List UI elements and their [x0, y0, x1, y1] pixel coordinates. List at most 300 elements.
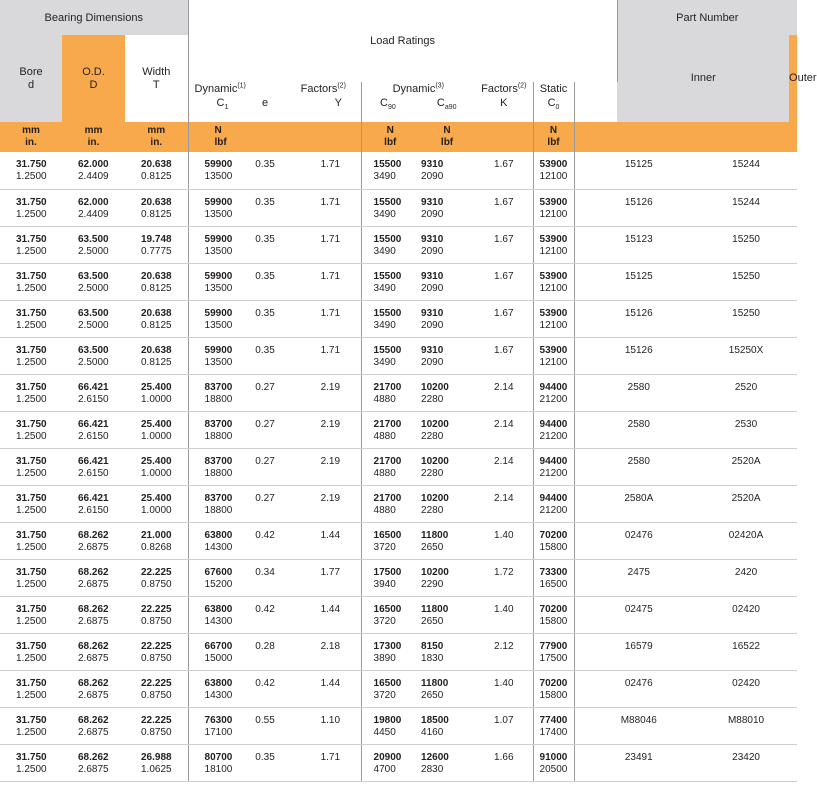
- table-row: [0, 707, 797, 744]
- c1-cell-primary: 80700: [204, 751, 233, 763]
- c0-cell-secondary: 15800: [539, 541, 568, 553]
- e-cell: 0.35: [244, 263, 286, 300]
- e-cell: 0.27: [244, 448, 286, 485]
- ca90-cell-secondary: 2090: [421, 356, 444, 368]
- c90-cell: [361, 596, 419, 633]
- c1-cell: [188, 744, 244, 781]
- unit-mm: mm: [22, 125, 40, 136]
- k-cell: 1.67: [475, 300, 533, 337]
- width-cell-primary: 20.638: [141, 196, 172, 208]
- ca90-cell-secondary: 2290: [421, 578, 444, 590]
- ca90-cell-secondary: 2090: [421, 171, 444, 182]
- c1-cell: [188, 374, 244, 411]
- unit-in: in.: [150, 137, 163, 148]
- dynamic-c1-header: [188, 82, 244, 122]
- ca90-cell: [419, 707, 475, 744]
- ca90-cell: [419, 263, 475, 300]
- e-cell: 0.27: [244, 411, 286, 448]
- c0-cell-secondary: 15800: [539, 615, 568, 627]
- k-cell: 2.14: [475, 411, 533, 448]
- c0-cell-secondary: 12100: [539, 356, 568, 368]
- inner-part-cell: 02476: [574, 670, 703, 707]
- spacer-cell: [344, 596, 361, 633]
- e-cell: 0.34: [244, 559, 286, 596]
- width-cell-secondary: 0.8750: [141, 615, 172, 627]
- e-cell: 0.35: [244, 744, 286, 781]
- edge-cell: [789, 152, 797, 189]
- table-row: [0, 522, 797, 559]
- ca90-cell: [419, 189, 475, 226]
- bore-cell: [0, 448, 62, 485]
- unit-n: N: [386, 125, 394, 136]
- bore-cell-primary: 31.750: [16, 233, 47, 245]
- ca90-cell-secondary: 2650: [421, 615, 444, 627]
- c1-cell-secondary: 14300: [204, 615, 233, 627]
- c1-cell-primary: 59900: [204, 159, 233, 170]
- y-cell: 1.71: [286, 263, 344, 300]
- inner-part-cell: 15126: [574, 189, 703, 226]
- outer-part-cell: 02420: [703, 596, 789, 633]
- y-cell: 1.71: [286, 744, 344, 781]
- c90-cell-secondary: 3890: [373, 652, 396, 664]
- bore-cell-primary: 31.750: [16, 455, 47, 467]
- ca90-cell-secondary: 2650: [421, 689, 444, 701]
- bore-cell: [0, 596, 62, 633]
- part-number-header: Part Number: [617, 0, 797, 35]
- od-cell: [62, 485, 125, 522]
- width-cell: [125, 448, 188, 485]
- k-cell: 1.07: [475, 707, 533, 744]
- width-cell: [125, 374, 188, 411]
- c1-cell-primary: 59900: [204, 307, 233, 319]
- c0-cell-primary: 94400: [539, 492, 568, 504]
- ca90-letter: C: [436, 97, 445, 109]
- e-cell: 0.35: [244, 337, 286, 374]
- ca90-symbol: [399, 97, 457, 112]
- width-cell-secondary: 0.8268: [141, 541, 172, 553]
- ca90-cell: [419, 374, 475, 411]
- c90-cell-primary: 17500: [373, 566, 402, 578]
- bore-cell-primary: 31.750: [16, 418, 47, 430]
- c1-cell-primary: 59900: [204, 196, 233, 208]
- inner-header: Inner: [617, 35, 789, 122]
- ca90-cell-primary: 8150: [421, 640, 444, 652]
- bore-cell: [0, 633, 62, 670]
- c1-cell-primary: 59900: [204, 344, 233, 356]
- c1-cell-primary: 63800: [204, 603, 233, 615]
- bore-cell-secondary: 1.2500: [16, 356, 47, 368]
- table-row: [0, 559, 797, 596]
- od-units: [62, 122, 125, 152]
- bore-cell-primary: 31.750: [16, 529, 47, 541]
- edge-cell: [789, 707, 797, 744]
- k-cell: 1.67: [475, 226, 533, 263]
- od-cell: [62, 744, 125, 781]
- y-cell: 1.44: [286, 522, 344, 559]
- od-cell: [62, 596, 125, 633]
- y-cell: 2.19: [286, 448, 344, 485]
- od-cell-secondary: 2.6875: [78, 541, 109, 553]
- c0-cell: [533, 596, 574, 633]
- od-cell: [62, 152, 125, 189]
- bore-cell-primary: 31.750: [16, 603, 47, 615]
- c0-cell-secondary: 12100: [539, 282, 568, 294]
- table-row: [0, 263, 797, 300]
- od-cell-primary: 68.262: [78, 751, 109, 763]
- od-cell: [62, 337, 125, 374]
- c0-cell-primary: 94400: [539, 455, 568, 467]
- c1-cell-secondary: 18800: [204, 393, 233, 405]
- c90-cell-primary: 15500: [373, 307, 402, 319]
- width-cell-primary: 25.400: [141, 492, 172, 504]
- width-cell-primary: 20.638: [141, 307, 172, 319]
- c0-cell-secondary: 21200: [539, 393, 568, 405]
- e-cell: 0.28: [244, 633, 286, 670]
- bore-cell-secondary: 1.2500: [16, 763, 47, 775]
- c1-cell: [188, 485, 244, 522]
- c90-cell-primary: 17300: [373, 640, 402, 652]
- bore-cell: [0, 300, 62, 337]
- k-cell: 1.67: [475, 337, 533, 374]
- ca90-subscript: a90: [444, 104, 457, 112]
- ca90-cell-secondary: 4160: [421, 726, 444, 738]
- c0-cell-primary: 53900: [539, 196, 568, 208]
- c1-units: [188, 122, 244, 152]
- width-cell-secondary: 0.7775: [141, 245, 172, 257]
- c0-units: [533, 122, 574, 152]
- spacer-cell: [344, 670, 361, 707]
- width-cell: [125, 485, 188, 522]
- ca90-cell-secondary: 2090: [421, 208, 444, 220]
- unit-lbf: lbf: [440, 137, 454, 148]
- factors-k-header: [475, 82, 533, 122]
- c1-cell: [188, 337, 244, 374]
- c0-cell-secondary: 15800: [539, 689, 568, 701]
- c90-cell-primary: 21700: [373, 418, 402, 430]
- od-cell: [62, 707, 125, 744]
- od-cell-secondary: 2.5000: [78, 356, 109, 368]
- y-cell: 2.19: [286, 485, 344, 522]
- od-cell-secondary: 2.6875: [78, 763, 109, 775]
- width-cell-secondary: 0.8125: [141, 171, 172, 182]
- c0-cell-secondary: 17400: [539, 726, 568, 738]
- c1-cell-primary: 59900: [204, 270, 233, 282]
- edge-cell: [789, 596, 797, 633]
- edge-cell: [789, 670, 797, 707]
- c0-cell: [533, 485, 574, 522]
- c90-cell-secondary: 3490: [373, 245, 396, 257]
- y-cell: 1.71: [286, 152, 344, 189]
- c0-cell-primary: 53900: [539, 159, 568, 170]
- ca90-cell-secondary: 1830: [421, 652, 444, 664]
- c90-cell-secondary: 4880: [373, 393, 396, 405]
- outer-part-cell: 2420: [703, 559, 789, 596]
- y-cell: 1.71: [286, 189, 344, 226]
- c1-cell: [188, 522, 244, 559]
- ca90-cell-primary: 9310: [421, 307, 444, 319]
- inner-part-cell: 02476: [574, 522, 703, 559]
- od-cell: [62, 670, 125, 707]
- y-cell: 1.10: [286, 707, 344, 744]
- c1-cell: [188, 633, 244, 670]
- bore-cell-secondary: 1.2500: [16, 245, 47, 257]
- c0-cell: [533, 448, 574, 485]
- c1-cell-secondary: 18800: [204, 504, 233, 516]
- e-cell: 0.27: [244, 485, 286, 522]
- k-cell: 1.40: [475, 596, 533, 633]
- ca90-units: [419, 122, 475, 152]
- c0-cell-secondary: 21200: [539, 504, 568, 516]
- c1-cell-primary: 83700: [204, 381, 233, 393]
- c1-cell-primary: 83700: [204, 492, 233, 504]
- od-cell-primary: 68.262: [78, 714, 109, 726]
- od-cell-secondary: 2.6875: [78, 615, 109, 627]
- bore-cell: [0, 411, 62, 448]
- c0-cell-primary: 53900: [539, 307, 568, 319]
- bore-cell-primary: 31.750: [16, 196, 47, 208]
- c0-letter: C: [547, 97, 556, 109]
- c0-cell-secondary: 21200: [539, 467, 568, 479]
- inner-part-cell: 2580: [574, 411, 703, 448]
- c1-cell-secondary: 14300: [204, 541, 233, 553]
- c1-cell-primary: 67600: [204, 566, 233, 578]
- y-cell: 1.71: [286, 226, 344, 263]
- bore-cell: [0, 226, 62, 263]
- table-row: [0, 189, 797, 226]
- bore-cell-secondary: 1.2500: [16, 578, 47, 590]
- width-cell-secondary: 0.8125: [141, 208, 172, 220]
- factors-label: Factors: [300, 83, 338, 95]
- k-cell: 2.14: [475, 448, 533, 485]
- c0-cell-primary: 77400: [539, 714, 568, 726]
- od-cell: [62, 633, 125, 670]
- od-header: [62, 35, 125, 122]
- y-cell: 2.19: [286, 374, 344, 411]
- width-cell-primary: 22.225: [141, 566, 172, 578]
- ca90-cell: [419, 411, 475, 448]
- inner-part-cell: 2580A: [574, 485, 703, 522]
- c1-cell-secondary: 13500: [204, 319, 233, 331]
- dynamic-label: Dynamic: [194, 83, 238, 95]
- od-cell-secondary: 2.5000: [78, 319, 109, 331]
- bore-units: [0, 122, 62, 152]
- ca90-cell-primary: 10200: [421, 381, 449, 393]
- e-cell: 0.42: [244, 670, 286, 707]
- width-cell-secondary: 0.8750: [141, 726, 172, 738]
- unit-n: N: [549, 125, 558, 136]
- c0-symbol: [547, 97, 560, 112]
- outer-part-cell: 2520A: [703, 485, 789, 522]
- od-symbol: D: [89, 78, 98, 91]
- c0-cell-secondary: 12100: [539, 319, 568, 331]
- c1-cell-secondary: 18800: [204, 430, 233, 442]
- ca90-cell-secondary: 2280: [421, 467, 444, 479]
- inner-part-cell: 16579: [574, 633, 703, 670]
- bore-cell: [0, 263, 62, 300]
- c1-cell-secondary: 17100: [204, 726, 233, 738]
- inner-part-cell: 2580: [574, 448, 703, 485]
- c90-cell-secondary: 4880: [373, 467, 396, 479]
- od-cell-secondary: 2.6150: [78, 393, 109, 405]
- bore-cell: [0, 559, 62, 596]
- k-units: [475, 122, 533, 152]
- table-body: [0, 152, 797, 781]
- spacer-cell: [344, 189, 361, 226]
- outer-part-cell: 2520: [703, 374, 789, 411]
- outer-part-cell: M88010: [703, 707, 789, 744]
- width-cell-secondary: 0.8750: [141, 689, 172, 701]
- dynamic-footnote: (1): [237, 82, 246, 90]
- y-cell: 1.77: [286, 559, 344, 596]
- c90-cell-primary: 21700: [373, 381, 402, 393]
- od-cell-secondary: 2.4409: [78, 171, 109, 182]
- c90-cell-primary: 15500: [373, 159, 402, 170]
- width-cell: [125, 263, 188, 300]
- bore-cell-primary: 31.750: [16, 344, 47, 356]
- bore-cell-primary: 31.750: [16, 677, 47, 689]
- e-cell: 0.35: [244, 300, 286, 337]
- c1-cell: [188, 448, 244, 485]
- c0-cell: [533, 152, 574, 189]
- dynamic3-label: Dynamic: [392, 83, 436, 95]
- c0-cell-primary: 77900: [539, 640, 568, 652]
- bore-cell: [0, 152, 62, 189]
- c0-subscript: 0: [555, 104, 560, 112]
- edge-cell: [789, 189, 797, 226]
- ca90-cell-primary: 12600: [421, 751, 449, 763]
- width-cell: [125, 226, 188, 263]
- c90-cell: [361, 226, 419, 263]
- c0-cell-primary: 70200: [539, 529, 568, 541]
- c90-cell: [361, 263, 419, 300]
- outer-part-cell: 15244: [703, 189, 789, 226]
- c0-cell-secondary: 12100: [539, 208, 568, 220]
- edge-cell: [789, 744, 797, 781]
- ca90-cell-primary: 9310: [421, 233, 444, 245]
- k-cell: 1.72: [475, 559, 533, 596]
- inner-part-cell: 15125: [574, 152, 703, 189]
- c1-cell: [188, 263, 244, 300]
- edge-cell: [789, 411, 797, 448]
- k-cell: 1.67: [475, 263, 533, 300]
- y-cell: 2.18: [286, 633, 344, 670]
- bore-cell-primary: 31.750: [16, 714, 47, 726]
- od-cell-primary: 66.421: [78, 455, 109, 467]
- bore-cell-secondary: 1.2500: [16, 652, 47, 664]
- width-cell-primary: 20.638: [141, 159, 172, 170]
- od-cell-secondary: 2.6875: [78, 578, 109, 590]
- c90-cell-primary: 16500: [373, 677, 402, 689]
- c1-cell-primary: 83700: [204, 418, 233, 430]
- width-cell-primary: 25.400: [141, 455, 172, 467]
- k-cell: 2.14: [475, 374, 533, 411]
- spacer-cell: [344, 522, 361, 559]
- e-cell: 0.55: [244, 707, 286, 744]
- od-cell-primary: 68.262: [78, 640, 109, 652]
- c1-cell-secondary: 13500: [204, 171, 233, 182]
- c0-cell-primary: 53900: [539, 344, 568, 356]
- outer-part-cell: 2520A: [703, 448, 789, 485]
- c0-cell-secondary: 16500: [539, 578, 568, 590]
- c1-cell: [188, 707, 244, 744]
- c90-cell: [361, 559, 419, 596]
- spacer-cell: [344, 374, 361, 411]
- c0-cell: [533, 559, 574, 596]
- od-cell-secondary: 2.6150: [78, 504, 109, 516]
- inner-part-cell: 23491: [574, 744, 703, 781]
- c1-cell: [188, 189, 244, 226]
- unit-lbf: lbf: [384, 137, 397, 148]
- c90-letter: C: [380, 97, 388, 109]
- c1-cell-secondary: 15200: [204, 578, 233, 590]
- ca90-cell: [419, 559, 475, 596]
- bore-cell: [0, 189, 62, 226]
- od-cell: [62, 411, 125, 448]
- c90-cell-secondary: 3490: [373, 208, 396, 220]
- c90-cell-primary: 20900: [373, 751, 402, 763]
- width-cell-primary: 25.400: [141, 418, 172, 430]
- bore-cell-secondary: 1.2500: [16, 208, 47, 220]
- c1-cell-secondary: 13500: [204, 356, 233, 368]
- edge-cell: [789, 337, 797, 374]
- od-cell-secondary: 2.5000: [78, 245, 109, 257]
- static-label: Static: [539, 83, 568, 95]
- c90-cell-secondary: 4450: [373, 726, 396, 738]
- c1-cell-primary: 59900: [204, 233, 233, 245]
- ca90-cell: [419, 744, 475, 781]
- od-cell-primary: 63.500: [78, 307, 109, 319]
- c1-cell-primary: 63800: [204, 529, 233, 541]
- table-row: [0, 633, 797, 670]
- od-cell: [62, 263, 125, 300]
- c1-cell-secondary: 18800: [204, 467, 233, 479]
- e-cell: 0.27: [244, 374, 286, 411]
- c90-cell-secondary: 3490: [373, 282, 396, 294]
- k-cell: 2.12: [475, 633, 533, 670]
- k-cell: 1.67: [475, 189, 533, 226]
- ca90-cell: [419, 670, 475, 707]
- edge-cell: [789, 448, 797, 485]
- c90-units: [361, 122, 419, 152]
- y-label: Y: [334, 97, 342, 109]
- od-cell-secondary: 2.6875: [78, 689, 109, 701]
- table-row: [0, 448, 797, 485]
- ca90-cell: [419, 300, 475, 337]
- bore-cell: [0, 522, 62, 559]
- e-cell: 0.42: [244, 522, 286, 559]
- c90-cell: [361, 448, 419, 485]
- width-cell-secondary: 0.8125: [141, 282, 172, 294]
- od-cell-secondary: 2.4409: [78, 208, 109, 220]
- ca90-cell-primary: 9310: [421, 344, 444, 356]
- c90-cell-primary: 21700: [373, 455, 402, 467]
- c0-cell: [533, 744, 574, 781]
- ca90-cell-primary: 9310: [421, 196, 444, 208]
- bore-cell: [0, 485, 62, 522]
- spacer-cell: [344, 263, 361, 300]
- c1-cell: [188, 226, 244, 263]
- width-cell-secondary: 1.0000: [141, 467, 172, 479]
- width-cell-secondary: 0.8125: [141, 319, 172, 331]
- c90-cell-primary: 15500: [373, 233, 402, 245]
- width-symbol: T: [152, 78, 160, 91]
- c1-cell-secondary: 14300: [204, 689, 233, 701]
- table-row: [0, 744, 797, 781]
- c90-cell-primary: 19800: [373, 714, 402, 726]
- inner-part-cell: 02475: [574, 596, 703, 633]
- ca90-cell-primary: 18500: [421, 714, 449, 726]
- od-cell: [62, 522, 125, 559]
